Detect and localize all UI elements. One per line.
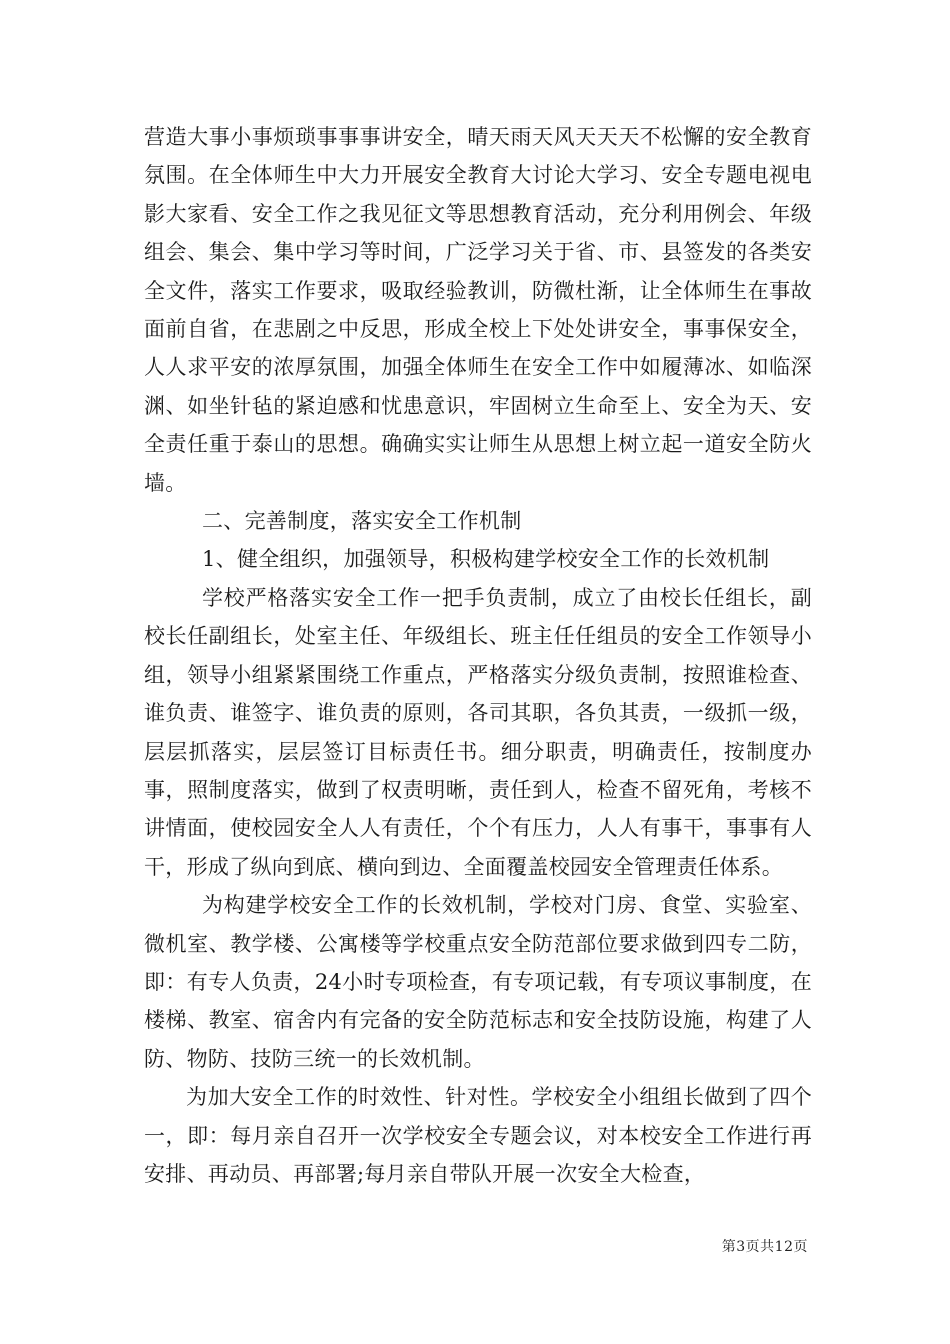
page-number-footer: 第3页共12页 bbox=[721, 1239, 808, 1255]
subsection-heading-1: 1、健全组织，加强领导，积极构建学校安全工作的长效机制 bbox=[202, 547, 770, 572]
paragraph-four-ones: 为加大安全工作的时效性、针对性。学校安全小组组长做到了四个一，即：每月亲自召开一次学校安全专题会议，对本校安全工作进行再安排、再动员、再部署;每月亲自带队开展一次安全大检查， bbox=[144, 1085, 812, 1186]
document-body bbox=[144, 118, 812, 1193]
section-heading-2: 二、完善制度，落实安全工作机制 bbox=[202, 509, 522, 534]
paragraph-mechanism: 为构建学校安全工作的长效机制，学校对门房、食堂、实验室、微机室、教学楼、公寓楼等学校重点安全防范部位要求做到四专二防，即：有专人负责，24小时专项检查，有专项记载，有专项议事制度，在楼梯、教室、宿舍内有完备的安全防范标志和安全技防设施，构建了人防、物防、技防三统一的长效机制。 bbox=[144, 893, 812, 1071]
paragraph-continued: 营造大事小事烦琐事事事讲安全，晴天雨天风天天天不松懈的安全教育氛围。在全体师生中大力开展安全教育大讨论大学习、安全专题电视电影大家看、安全工作之我见征文等思想教育活动，充分利用例会、年级组会、集会、集中学习等时间，广泛学习关于省、市、县签发的各类安全文件，落实工作要求，吸取经验教训，防微杜渐，让全体师生在事故面前自省，在悲剧之中反思，形成全校上下处处讲安全，事事保安全，人人求平安的浓厚氛围，加强全体师生在安全工作中如履薄冰、如临深渊、如坐针毡的紧迫感和忧患意识，牢固树立生命至上、安全为天、安全责任重于泰山的思想。确确实实让师生从思想上树立起一道安全防火墙。 bbox=[144, 125, 812, 495]
paragraph-leadership: 学校严格落实安全工作一把手负责制，成立了由校长任组长，副校长任副组长，处室主任、年级组长、班主任任组员的安全工作领导小组，领导小组紧紧围绕工作重点，严格落实分级负责制，按照谁检查、谁负责、谁签字、谁负责的原则，各司其职，各负其责，一级抓一级，层层抓落实，层层签订目标责任书。细分职责，明确责任，按制度办事，照制度落实，做到了权责明晰，责任到人，检查不留死角，考核不讲情面，使校园安全人人有责任，个个有压力，人人有事干，事事有人干，形成了纵向到底、横向到边、全面覆盖校园安全管理责任体系。 bbox=[144, 585, 812, 879]
